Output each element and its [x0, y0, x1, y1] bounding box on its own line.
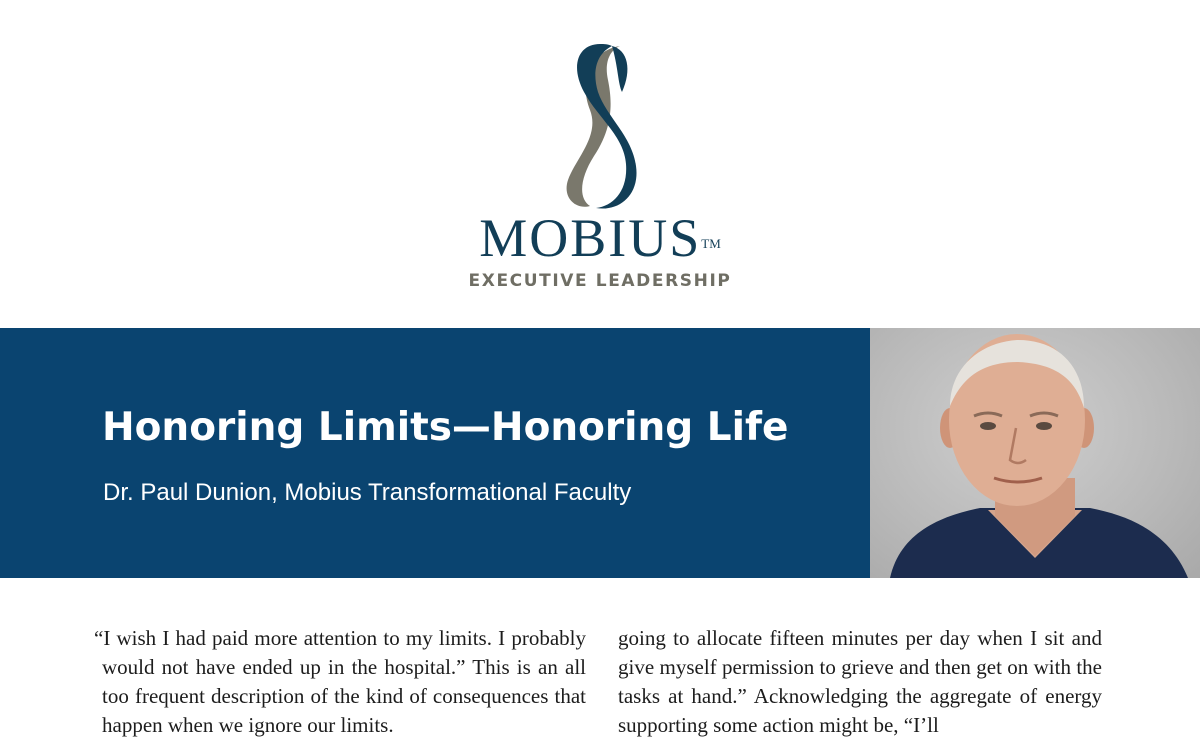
brand-tagline: EXECUTIVE LEADERSHIP	[468, 271, 732, 291]
title-banner	[0, 328, 870, 578]
article-column-right: going to allocate fifteen minutes per day when I sit and give myself permission to grieve and then get on with the tasks at hand.” Acknowledging the aggregate of energy supporting some action might be, “I’ll	[618, 626, 1102, 737]
author-portrait	[870, 328, 1200, 578]
article-title: Honoring Limits—Honoring Life	[102, 405, 789, 450]
article-author: Dr. Paul Dunion, Mobius Transformational Faculty	[103, 479, 632, 506]
author-portrait-icon	[870, 328, 1200, 578]
trademark-mark: TM	[701, 236, 721, 251]
brand-name-text: MOBIUS	[479, 208, 702, 268]
page-header	[0, 0, 1200, 328]
mobius-logo-icon	[548, 40, 652, 210]
article-column-left: “I wish I had paid more attention to my limits. I probably would not have ended up in the hospital.” This is an all too frequent description of the kind of consequences that happen when we ignore our limits.	[94, 626, 586, 737]
brand-name	[0, 208, 1200, 268]
